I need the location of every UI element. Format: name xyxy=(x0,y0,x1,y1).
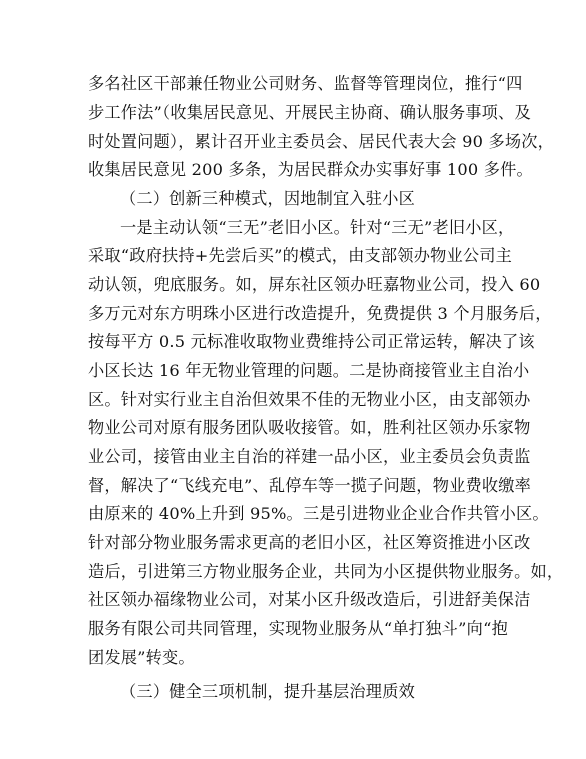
paragraph-line: 区。针对实行业主自治但效果不佳的无物业小区，由支部领办 xyxy=(88,390,531,409)
paragraph-line: 采取“政府扶持+先尝后买”的模式，由支部领办物业公司主 xyxy=(88,246,513,265)
paragraph-line: 造后，引进第三方物业服务企业，共同为小区提供物业服务。如， xyxy=(88,562,564,581)
paragraph-line: 时处置问题），累计召开业主委员会、居民代表大会 90 多场次， xyxy=(88,132,555,151)
paragraph-line: 团发展”转变。 xyxy=(88,648,195,667)
paragraph-line: 由原来的 40%上升到 95%。三是引进物业企业合作共管小区。 xyxy=(88,504,549,523)
section-heading-2: （二）创新三种模式，因地制宜入驻小区 xyxy=(120,189,415,208)
paragraph-line: 服务有限公司共同管理，实现物业服务从“单打独斗”向“抱 xyxy=(88,619,508,638)
paragraph-line: 多名社区干部兼任物业公司财务、监督等管理岗位，推行“四 xyxy=(88,74,523,93)
paragraph-line: 收集居民意见 200 多条，为居民群众办实事好事 100 多件。 xyxy=(88,160,533,179)
paragraph-line: 步工作法”（收集居民意见、开展民主协商、确认服务事项、及 xyxy=(88,103,531,122)
paragraph-line: 督，解决了“飞线充电”、乱停车等一揽子问题，物业费收缴率 xyxy=(88,476,532,495)
paragraph-line: 多万元对东方明珠小区进行改造提升，免费提供 3 个月服务后， xyxy=(88,304,552,323)
paragraph-line: 社区领办福缘物业公司，对某小区升级改造后，引进舒美保洁 xyxy=(88,590,531,609)
paragraph-line: 物业公司对原有服务团队吸收接管。如，胜利社区领办乐家物 xyxy=(88,418,531,437)
paragraph-line: 针对部分物业服务需求更高的老旧小区，社区筹资推进小区改 xyxy=(88,533,531,552)
paragraph-line: 按每平方 0.5 元标准收取物业费维持公司正常运转，解决了该 xyxy=(88,332,535,351)
paragraph-line: 小区长达 16 年无物业管理的问题。二是协商接管业主自治小 xyxy=(88,361,530,380)
paragraph-line: 动认领，兜底服务。如，屏东社区领办旺嘉物业公司，投入 60 xyxy=(88,275,541,294)
paragraph-line: 一是主动认领“三无”老旧小区。针对“三无”老旧小区， xyxy=(120,218,515,237)
section-heading-3: （三）健全三项机制，提升基层治理质效 xyxy=(120,682,415,701)
paragraph-line: 业公司，接管由业主自治的祥建一品小区，业主委员会负责监 xyxy=(88,447,531,466)
